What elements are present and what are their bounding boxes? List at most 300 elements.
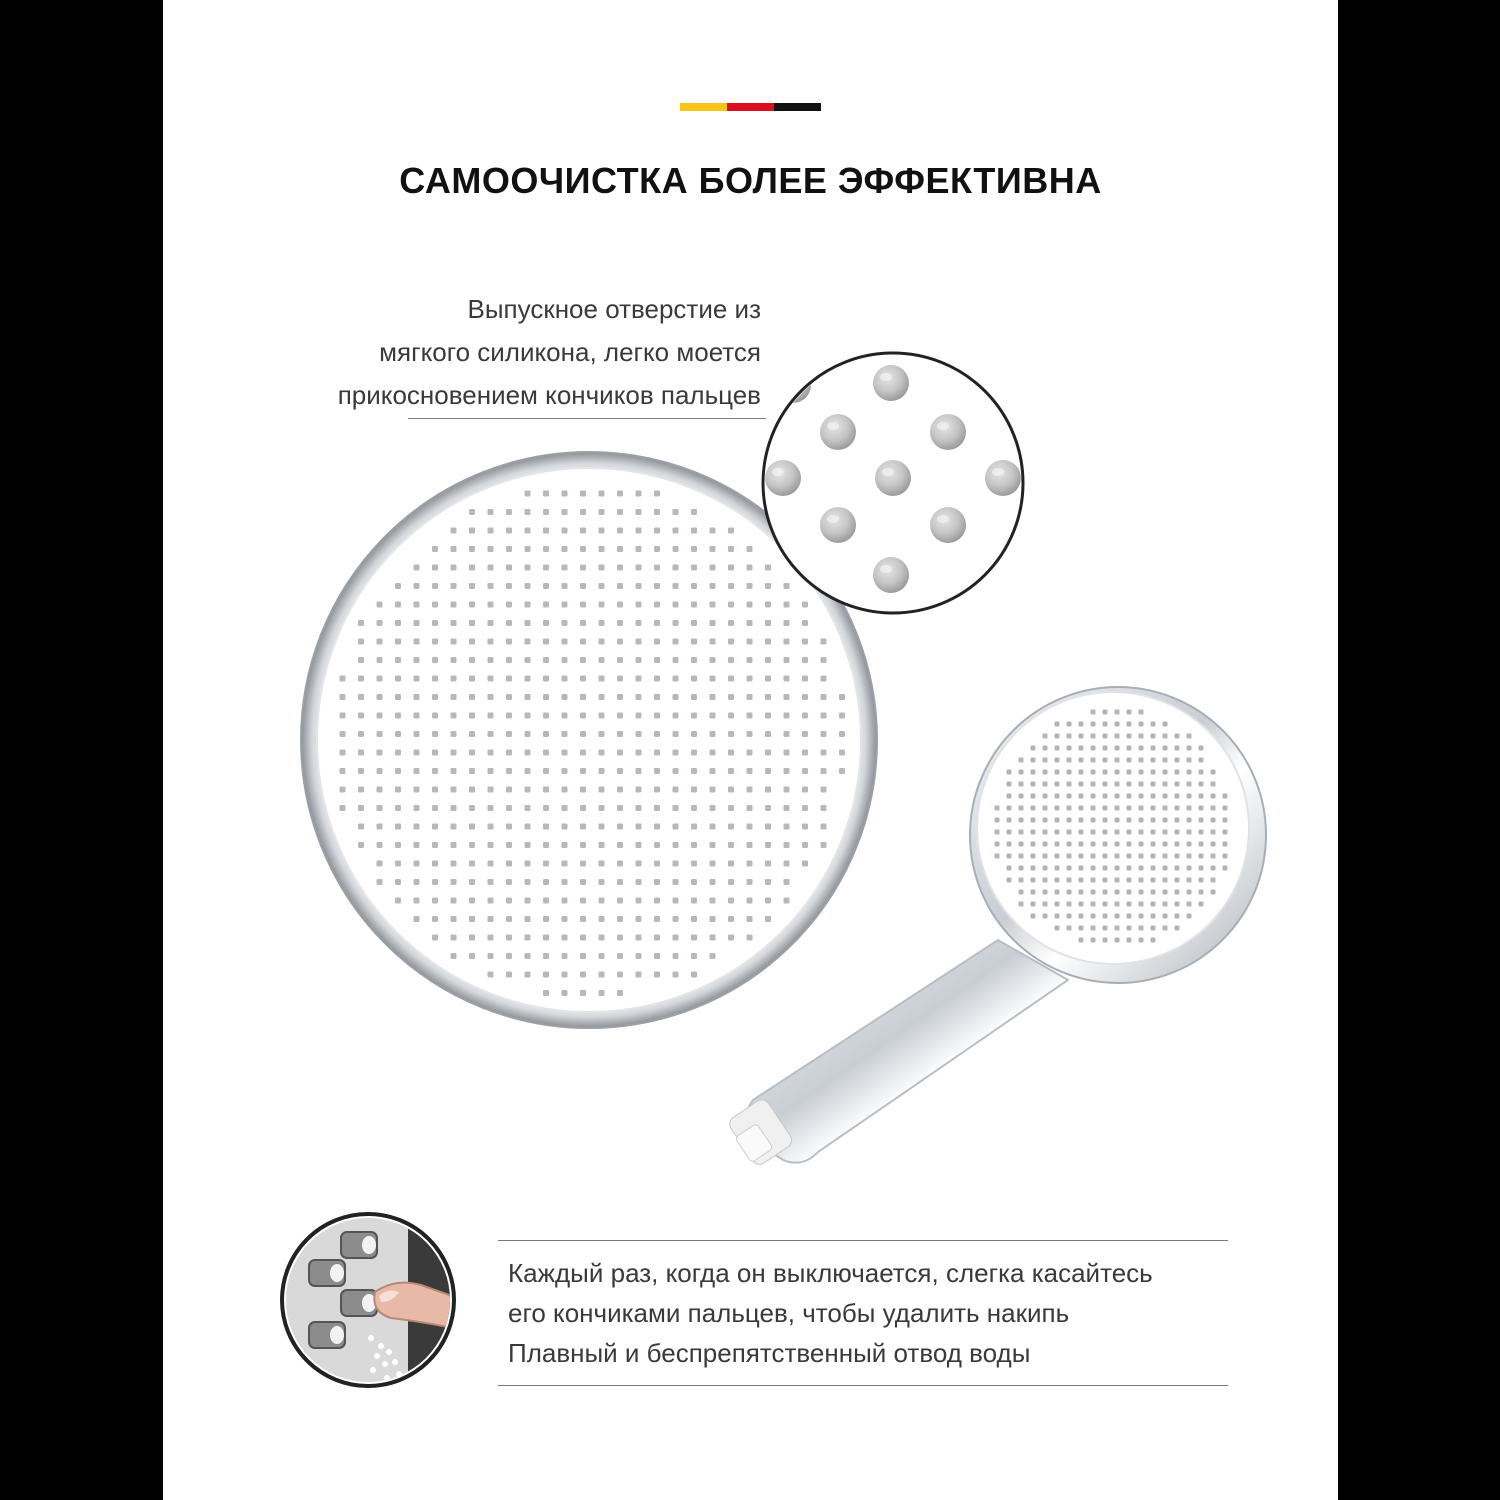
nozzle-hole (1091, 866, 1096, 871)
nozzle-hole (728, 694, 734, 700)
nozzle-hole (506, 953, 512, 959)
nozzle-hole (469, 528, 475, 534)
nozzle-hole (543, 750, 549, 756)
nozzle-hole (1151, 878, 1156, 883)
nozzle-hole (1091, 794, 1096, 799)
nozzle-hole (377, 768, 383, 774)
nozzle-hole (525, 583, 531, 589)
nozzle-hole (377, 713, 383, 719)
nozzle-hole (1127, 878, 1132, 883)
nozzle-hole (654, 583, 660, 589)
nozzle-hole (673, 528, 679, 534)
nozzle-hole (562, 842, 568, 848)
nozzle-hole (506, 602, 512, 608)
nozzle-hole (432, 676, 438, 682)
nozzle-hole (1139, 830, 1144, 835)
nozzle-hole (1043, 758, 1048, 763)
nozzle-hole (580, 528, 586, 534)
nozzle-hole (395, 657, 401, 663)
nozzle-hole (821, 657, 827, 663)
nozzle-hole (395, 583, 401, 589)
nozzle-hole (525, 657, 531, 663)
nozzle-hole (488, 620, 494, 626)
nozzle-hole (525, 731, 531, 737)
nozzle-hole (1127, 902, 1132, 907)
nozzle-hole (839, 768, 845, 774)
top-caption-line: прикосновением кончиков пальцев (337, 380, 761, 410)
nozzle-hole (525, 491, 531, 497)
nozzle-hole (1223, 806, 1228, 811)
nozzle-hole (1103, 746, 1108, 751)
nozzle-hole (1019, 890, 1024, 895)
nozzle-hole (488, 657, 494, 663)
nozzle-hole (1103, 722, 1108, 727)
nozzle-hole (802, 676, 808, 682)
nozzle-hole (1163, 770, 1168, 775)
nozzle-hole (784, 750, 790, 756)
nozzle-hole (765, 639, 771, 645)
nozzle-hole (636, 824, 642, 830)
nozzle-hole (1067, 902, 1072, 907)
nozzle-hole (1175, 782, 1180, 787)
nozzle-hole (654, 528, 660, 534)
nozzle-hole (580, 768, 586, 774)
nozzle-hole (543, 787, 549, 793)
nozzle-hole (488, 546, 494, 552)
nozzle-hole (673, 768, 679, 774)
nozzle-hole (617, 509, 623, 515)
nozzle-hole (617, 602, 623, 608)
nozzle-hole (728, 879, 734, 885)
nozzle-hole (432, 731, 438, 737)
nozzle-hole (1079, 830, 1084, 835)
nozzle-hole (525, 879, 531, 885)
nozzle-hole (691, 805, 697, 811)
nozzle-hole (1067, 794, 1072, 799)
nozzle-hole (1127, 890, 1132, 895)
nozzle-hole (432, 750, 438, 756)
nozzle-hole (1007, 770, 1012, 775)
nozzle-hole (1163, 722, 1168, 727)
nozzle-highlight (772, 468, 784, 476)
nozzle-hole (506, 657, 512, 663)
nozzle-hole (1043, 890, 1048, 895)
nozzle-hole (1055, 746, 1060, 751)
nozzle-hole (580, 491, 586, 497)
nozzle-hole (995, 854, 1000, 859)
nozzle-hole (451, 787, 457, 793)
nozzle-hole (821, 824, 827, 830)
nozzle-hole (654, 898, 660, 904)
nozzle-hole (1079, 926, 1084, 931)
nozzle-hole (1211, 842, 1216, 847)
nozzle-hole (358, 805, 364, 811)
nozzle-hole (395, 731, 401, 737)
product-card (163, 0, 1338, 1500)
nozzle-hole (506, 861, 512, 867)
nozzle-hole (673, 694, 679, 700)
nozzle-hole (617, 639, 623, 645)
nozzle-hole (1151, 746, 1156, 751)
nozzle-hole (673, 824, 679, 830)
nozzle-hole (451, 583, 457, 589)
nozzle-hole (821, 713, 827, 719)
nozzle-hole (1151, 818, 1156, 823)
nozzle-hole (1103, 854, 1108, 859)
top-caption-line: Выпускное отверстие из (467, 294, 761, 324)
nozzle-hole (599, 546, 605, 552)
divider-bottom-lower (498, 1385, 1228, 1386)
nozzle-hole (1127, 782, 1132, 787)
nozzle-hole (728, 546, 734, 552)
nozzle-hole (673, 935, 679, 941)
nozzle-hole (414, 787, 420, 793)
nozzle-hole (1163, 830, 1168, 835)
nozzle-hole (617, 805, 623, 811)
nozzle-hole (747, 731, 753, 737)
nozzle-hole (636, 676, 642, 682)
nozzle-hole (469, 916, 475, 922)
nozzle-hole (802, 842, 808, 848)
nozzle-hole (1199, 794, 1204, 799)
nozzle-hole (1151, 854, 1156, 859)
nozzle-hole (821, 694, 827, 700)
nozzle-hole (1151, 890, 1156, 895)
nozzle-hole (525, 768, 531, 774)
nozzle-hole (728, 620, 734, 626)
nozzle-hole (432, 620, 438, 626)
nozzle-hole (1139, 866, 1144, 871)
nozzle-hole (1043, 902, 1048, 907)
nozzle-highlight (937, 422, 949, 430)
nozzle-hole (1055, 866, 1060, 871)
nozzle-hole (377, 620, 383, 626)
nozzle-hole (691, 916, 697, 922)
nozzle-hole (1079, 746, 1084, 751)
nozzle-hole (1031, 806, 1036, 811)
nozzle-hole (710, 824, 716, 830)
nozzle-hole (1211, 890, 1216, 895)
nozzle-hole (1115, 746, 1120, 751)
nozzle-hole (1163, 914, 1168, 919)
nozzle-hole (1031, 842, 1036, 847)
nozzle-hole (525, 546, 531, 552)
nozzle-hole (1091, 902, 1096, 907)
nozzle-hole (580, 602, 586, 608)
nozzle-hole (654, 657, 660, 663)
nozzle-hole (358, 694, 364, 700)
nozzle-hole (599, 694, 605, 700)
nozzle-hole (580, 990, 586, 996)
nozzle-hole (1187, 770, 1192, 775)
nozzle-hole (506, 916, 512, 922)
nozzle-hole (1079, 890, 1084, 895)
nozzle-hole (525, 620, 531, 626)
nozzle-hole (1115, 902, 1120, 907)
nozzle-hole (821, 787, 827, 793)
nozzle-hole (1127, 710, 1132, 715)
nozzle-hole (599, 805, 605, 811)
nozzle-hole (1031, 770, 1036, 775)
nozzle-hole (784, 731, 790, 737)
nozzle-hole (377, 787, 383, 793)
nozzle-hole (580, 583, 586, 589)
nozzle-hole (1187, 758, 1192, 763)
nozzle-hole (1187, 866, 1192, 871)
nozzle-hole (1067, 734, 1072, 739)
nozzle-hole (1103, 710, 1108, 715)
nozzle-hole (765, 565, 771, 571)
nozzle-hole (525, 972, 531, 978)
nozzle-hole (580, 842, 586, 848)
nozzle-hole (469, 620, 475, 626)
nozzle-hole (1031, 782, 1036, 787)
nozzle-hole (1115, 926, 1120, 931)
nozzle-hole (636, 694, 642, 700)
nozzle-hole (765, 731, 771, 737)
nozzle-hole (636, 565, 642, 571)
nozzle-hole (488, 805, 494, 811)
nozzle-hole (1163, 806, 1168, 811)
nozzle-hole (636, 898, 642, 904)
nozzle-hole (340, 787, 346, 793)
nozzle-hole (340, 768, 346, 774)
nozzle-hole (488, 602, 494, 608)
nozzle-hole (728, 602, 734, 608)
nozzle-hole (710, 731, 716, 737)
nozzle-hole (673, 565, 679, 571)
nozzle-hole (543, 583, 549, 589)
nozzle-hole (562, 879, 568, 885)
nozzle-hole (1115, 866, 1120, 871)
nozzle-hole (1163, 794, 1168, 799)
nozzle-hole (506, 805, 512, 811)
nozzle-hole (1115, 794, 1120, 799)
nozzle-hole (1163, 734, 1168, 739)
nozzle-hole (488, 731, 494, 737)
nozzle-hole (1031, 878, 1036, 883)
nozzle-hole (543, 824, 549, 830)
nozzle-hole (765, 898, 771, 904)
nozzle-hole (765, 620, 771, 626)
nozzle-hole (1031, 914, 1036, 919)
nozzle-hole (1079, 722, 1084, 727)
nozzle-hole (1067, 830, 1072, 835)
nozzle-hole (580, 713, 586, 719)
nozzle-hole (839, 713, 845, 719)
nozzle-hole (1187, 902, 1192, 907)
nozzle-hole (543, 731, 549, 737)
nozzle-highlight (827, 515, 839, 523)
nozzle-hole (1211, 854, 1216, 859)
nozzle-hole (1055, 734, 1060, 739)
nozzle-hole (488, 676, 494, 682)
nozzle-hole (636, 750, 642, 756)
nozzle-hole (1043, 878, 1048, 883)
nozzle-hole (1175, 794, 1180, 799)
nozzle-hole (451, 731, 457, 737)
nozzle-hole (469, 639, 475, 645)
nozzle-hole (1055, 758, 1060, 763)
nozzle-hole (469, 546, 475, 552)
nozzle-hole (1163, 878, 1168, 883)
nozzle-hole (562, 861, 568, 867)
nozzle-hole (580, 509, 586, 515)
nozzle-hole (1055, 770, 1060, 775)
nozzle-hole (1139, 806, 1144, 811)
nozzle-hole (562, 620, 568, 626)
nozzle-hole (1091, 734, 1096, 739)
nozzle-hole (802, 620, 808, 626)
nozzle-hole (451, 824, 457, 830)
nozzle-hole (654, 750, 660, 756)
nozzle-hole (506, 972, 512, 978)
nozzle-hole (691, 602, 697, 608)
nozzle-hole (1079, 806, 1084, 811)
nozzle-hole (395, 713, 401, 719)
nozzle-hole (488, 694, 494, 700)
nozzle-hole (1199, 758, 1204, 763)
nozzle-hole (710, 879, 716, 885)
nozzle-hole (821, 805, 827, 811)
nozzle-hole (562, 639, 568, 645)
nozzle-hole (784, 620, 790, 626)
nozzle-hole (1139, 734, 1144, 739)
nozzle-hole (506, 565, 512, 571)
nozzle-hole (488, 898, 494, 904)
bottom-caption-line: Каждый раз, когда он выключается, слегка касайтесь (508, 1258, 1153, 1288)
nozzle-hole (1211, 830, 1216, 835)
nozzle-hole (414, 694, 420, 700)
nozzle-hole (802, 787, 808, 793)
nozzle-hole (469, 694, 475, 700)
nozzle-hole (1211, 770, 1216, 775)
nozzle-hole (765, 583, 771, 589)
nozzle-hole (728, 750, 734, 756)
nozzle-hole (1127, 746, 1132, 751)
nozzle-hole (377, 676, 383, 682)
nozzle-hole (1187, 746, 1192, 751)
nozzle-hole (451, 528, 457, 534)
nozzle-hole (617, 824, 623, 830)
nozzle-hole (1055, 830, 1060, 835)
nozzle-hole (580, 972, 586, 978)
nozzle-hole (1055, 722, 1060, 727)
nozzle-hole (1091, 806, 1096, 811)
nozzle-hole (802, 713, 808, 719)
nozzle-hole (1187, 794, 1192, 799)
nozzle-hole (562, 731, 568, 737)
nozzle-hole (617, 620, 623, 626)
nozzle-hole (1043, 842, 1048, 847)
nozzle-hole (506, 639, 512, 645)
nozzle-hole (580, 694, 586, 700)
nozzle-hole (1043, 854, 1048, 859)
nozzle-hole (673, 953, 679, 959)
nozzle-hole (451, 676, 457, 682)
nozzle-hole (747, 583, 753, 589)
nozzle-hole (432, 861, 438, 867)
nozzle-hole (599, 916, 605, 922)
nozzle-hole (1103, 770, 1108, 775)
nozzle-hole (562, 953, 568, 959)
nozzle-hole (395, 805, 401, 811)
nozzle-hole (543, 676, 549, 682)
nozzle-hole (1127, 830, 1132, 835)
nozzle-hole (710, 787, 716, 793)
nozzle-hole (1103, 806, 1108, 811)
nozzle-hole (747, 620, 753, 626)
nozzle-hole (636, 861, 642, 867)
nozzle-hole (1079, 878, 1084, 883)
nozzle-hole (728, 861, 734, 867)
nozzle-hole (506, 546, 512, 552)
nozzle-hole (525, 953, 531, 959)
nozzle-hole (821, 842, 827, 848)
nozzle-hole (580, 787, 586, 793)
nozzle-hole (377, 694, 383, 700)
nozzle-hole (636, 657, 642, 663)
nozzle-hole (1103, 878, 1108, 883)
nozzle-hole (728, 528, 734, 534)
nozzle-hole (1223, 842, 1228, 847)
nozzle-hole (599, 491, 605, 497)
nozzle-hole (1091, 926, 1096, 931)
nozzle-hole (765, 768, 771, 774)
nozzle-hole (1079, 938, 1084, 943)
nozzle-hole (580, 620, 586, 626)
nozzle-hole (1151, 842, 1156, 847)
nozzle-hole (1019, 758, 1024, 763)
nozzle-hole (414, 731, 420, 737)
nozzle-hole (1115, 710, 1120, 715)
nozzle-hole (414, 879, 420, 885)
nozzle-hole (617, 750, 623, 756)
nozzle-hole (1127, 758, 1132, 763)
nozzle-hole (488, 879, 494, 885)
nozzle-hole (673, 620, 679, 626)
silicone-nozzle (985, 460, 1021, 496)
nozzle-hole (451, 842, 457, 848)
nozzle-hole (1103, 890, 1108, 895)
nozzle-hole (543, 990, 549, 996)
nozzle-hole (1079, 902, 1084, 907)
nozzle-hole (710, 898, 716, 904)
nozzle-hole (1199, 746, 1204, 751)
nozzle-hole (1139, 902, 1144, 907)
nozzle-hole (1187, 890, 1192, 895)
nozzle-hole (432, 565, 438, 571)
nozzle-hole (562, 657, 568, 663)
nozzle-hole (1187, 818, 1192, 823)
nozzle-hole (1127, 842, 1132, 847)
nozzle-hole (469, 898, 475, 904)
nozzle-hole (1115, 854, 1120, 859)
nozzle-hole (1079, 758, 1084, 763)
nozzle-hole (451, 750, 457, 756)
nozzle-hole (1151, 722, 1156, 727)
nozzle-hole (747, 676, 753, 682)
nozzle-hole (1043, 794, 1048, 799)
nozzle-hole (765, 694, 771, 700)
nozzle-hole (414, 713, 420, 719)
nozzle-hole (1079, 770, 1084, 775)
nozzle-hole (802, 694, 808, 700)
nozzle-hole (710, 953, 716, 959)
nozzle-hole (469, 509, 475, 515)
silicone-nozzle (873, 557, 909, 593)
nozzle-hole (691, 676, 697, 682)
